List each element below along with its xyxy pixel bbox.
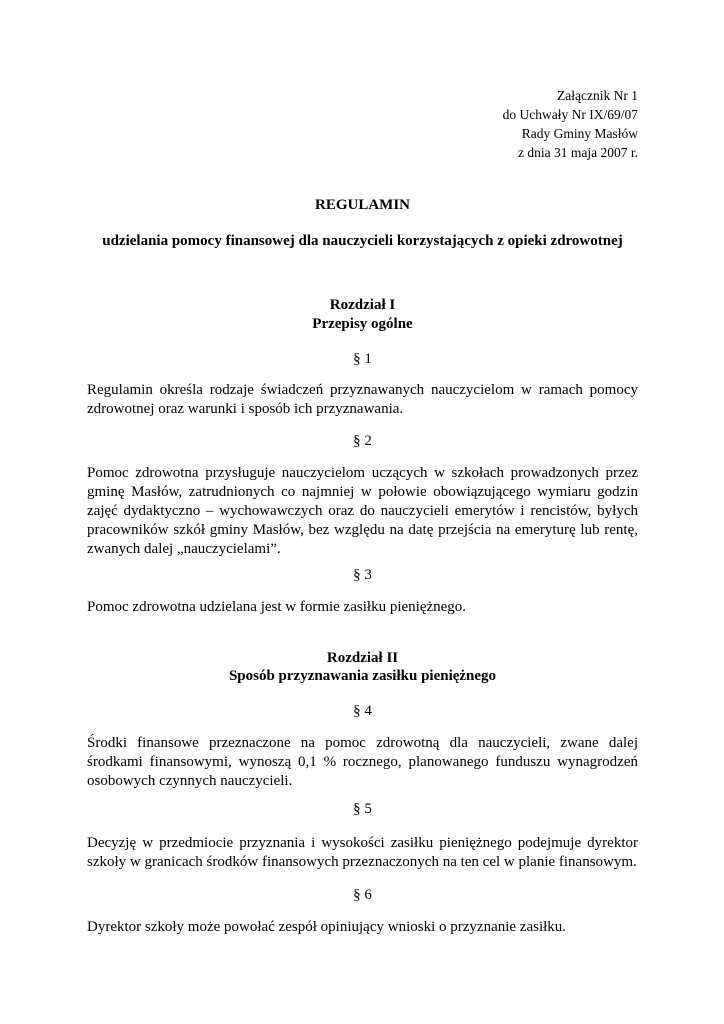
section-3-text: Pomoc zdrowotna udzielana jest w formie zasiłku pieniężnego. bbox=[87, 599, 467, 615]
attachment-header bbox=[503, 86, 638, 162]
chapter-2-label: Rozdział II bbox=[326, 650, 399, 666]
section-4-text: Środki finansowe przeznaczone na pomoc zdrowotną dla nauczycieli, zwane dalej środkami finansowymi, wynoszą 0,1 % rocznego, planowanego funduszu wynagrodzeń osobowych czynnych nauczycieli. bbox=[87, 735, 638, 789]
section-1-mark: § 1 bbox=[353, 351, 372, 367]
section-1-text: Regulamin określa rodzaje świadczeń przyznawanych nauczycielom w ramach pomocy zdrowotnej oraz warunki i sposób ich przyznawania. bbox=[87, 382, 638, 417]
chapter-2-name: Sposób przyznawania zasiłku pieniężnego bbox=[228, 668, 497, 684]
section-2-mark: § 2 bbox=[353, 433, 372, 449]
attachment-number: Załącznik Nr 1 bbox=[557, 88, 638, 103]
section-5-mark: § 5 bbox=[353, 801, 372, 817]
chapter-1-label: Rozdział I bbox=[329, 297, 396, 313]
council-name: Rady Gminy Masłów bbox=[521, 126, 638, 141]
resolution-number: do Uchwały Nr IX/69/07 bbox=[502, 107, 638, 122]
document-page bbox=[87, 0, 638, 1024]
section-6-mark: § 6 bbox=[353, 887, 372, 903]
document-subtitle: udzielania pomocy finansowej dla nauczycieli korzystających z opieki zdrowotnej bbox=[102, 233, 623, 249]
section-6-text: Dyrektor szkoły może powołać zespół opiniujący wnioski o przyznanie zasiłku. bbox=[87, 919, 567, 935]
chapter-1-name: Przepisy ogólne bbox=[312, 316, 413, 332]
section-2-text: Pomoc zdrowotna przysługuje nauczycielom uczących w szkołach prowadzonych przez gminę Masłów, zatrudnionych co najmniej w połowie obowiązującego wymiaru godzin zajęć dydaktyczno – wychowawczych oraz do nauczycieli emerytów i rencistów, byłych pracowników szkół gminy Masłów, bez względu na datę przejścia na emeryturę lub rentę, zwanych dalej „nauczycielami”. bbox=[87, 465, 638, 557]
section-3-mark: § 3 bbox=[353, 567, 372, 583]
section-5-text: Decyzję w przedmiocie przyznania i wysokości zasiłku pieniężnego podejmuje dyrektor szkoły w granicach środków finansowych przeznaczonych na ten cel w planie finansowym. bbox=[87, 835, 638, 870]
section-4-mark: § 4 bbox=[353, 703, 372, 719]
document-title: REGULAMIN bbox=[314, 197, 410, 213]
resolution-date: z dnia 31 maja 2007 r. bbox=[518, 145, 638, 160]
